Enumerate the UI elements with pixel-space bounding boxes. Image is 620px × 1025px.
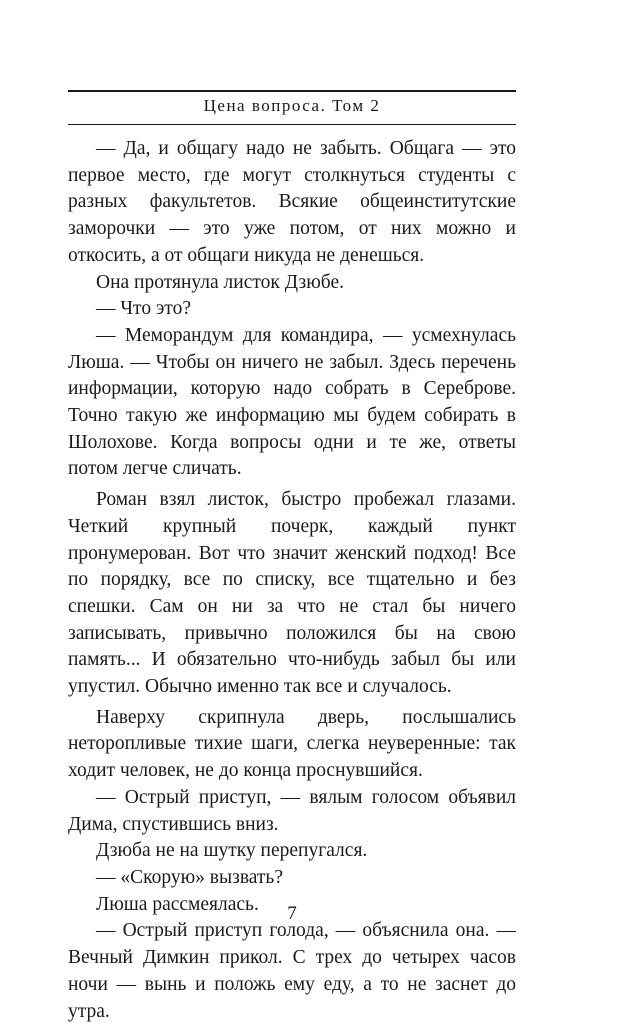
paragraph: Дзюба не на шутку перепугался.: [96, 840, 368, 862]
page-number: 7: [287, 903, 297, 924]
paragraph: — «Скорую» вызвать?: [96, 866, 283, 888]
paragraph: Она протянула листок Дзюбе.: [96, 271, 344, 293]
paragraph: — Да, и общагу надо не забыть. Общага — это первое место, где могут столкнуться студенты с разных факультетов. Всякие общеинститутские заморочки — это уже потом, от них можно и откосить, а от общаги никуда не денешься.: [68, 138, 516, 266]
header-rule-top: [68, 90, 516, 92]
paragraph: — Острый приступ голода, — объяснила она. — Вечный Димкин прикол. С трех до четырех часов ночи — вынь и положь ему еду, а то не заснет до утра.: [68, 920, 516, 1022]
paragraph: — Меморандум для командира, — усмехнулась Люша. — Чтобы он ничего не забыл. Здесь перечень информации, которую надо собрать в Сереброве. Точно такую же информацию мы будем собирать в Шолохове. Когда вопросы одни и те же, ответы потом легче сличать.: [68, 324, 516, 480]
page-body: [68, 136, 516, 1025]
header-rule-bottom: [68, 124, 516, 125]
running-header: Цена вопроса. Том 2: [203, 96, 381, 115]
paragraph: Наверху скрипнула дверь, послышались неторопливые тихие шаги, слегка неуверенные: так ходит человек, не до конца проснувшийся.: [68, 706, 516, 782]
paragraph: — Что это?: [96, 298, 191, 320]
paragraph: Роман взял листок, быстро пробежал глазами. Четкий крупный почерк, каждый пункт пронумерован. Вот что значит женский подход! Все по порядку, все по списку, все тщательно и без спешки. Сам он ни за что не стал бы ничего записывать, привычно положился бы на свою память... И обязательно что-нибудь забыл бы или упустил. Обычно именно так все и случалось.: [68, 489, 516, 698]
paragraph: Люша рассмеялась.: [96, 893, 259, 915]
paragraph: — Острый приступ, — вялым голосом объявил Дима, спустившись вниз.: [68, 786, 516, 835]
